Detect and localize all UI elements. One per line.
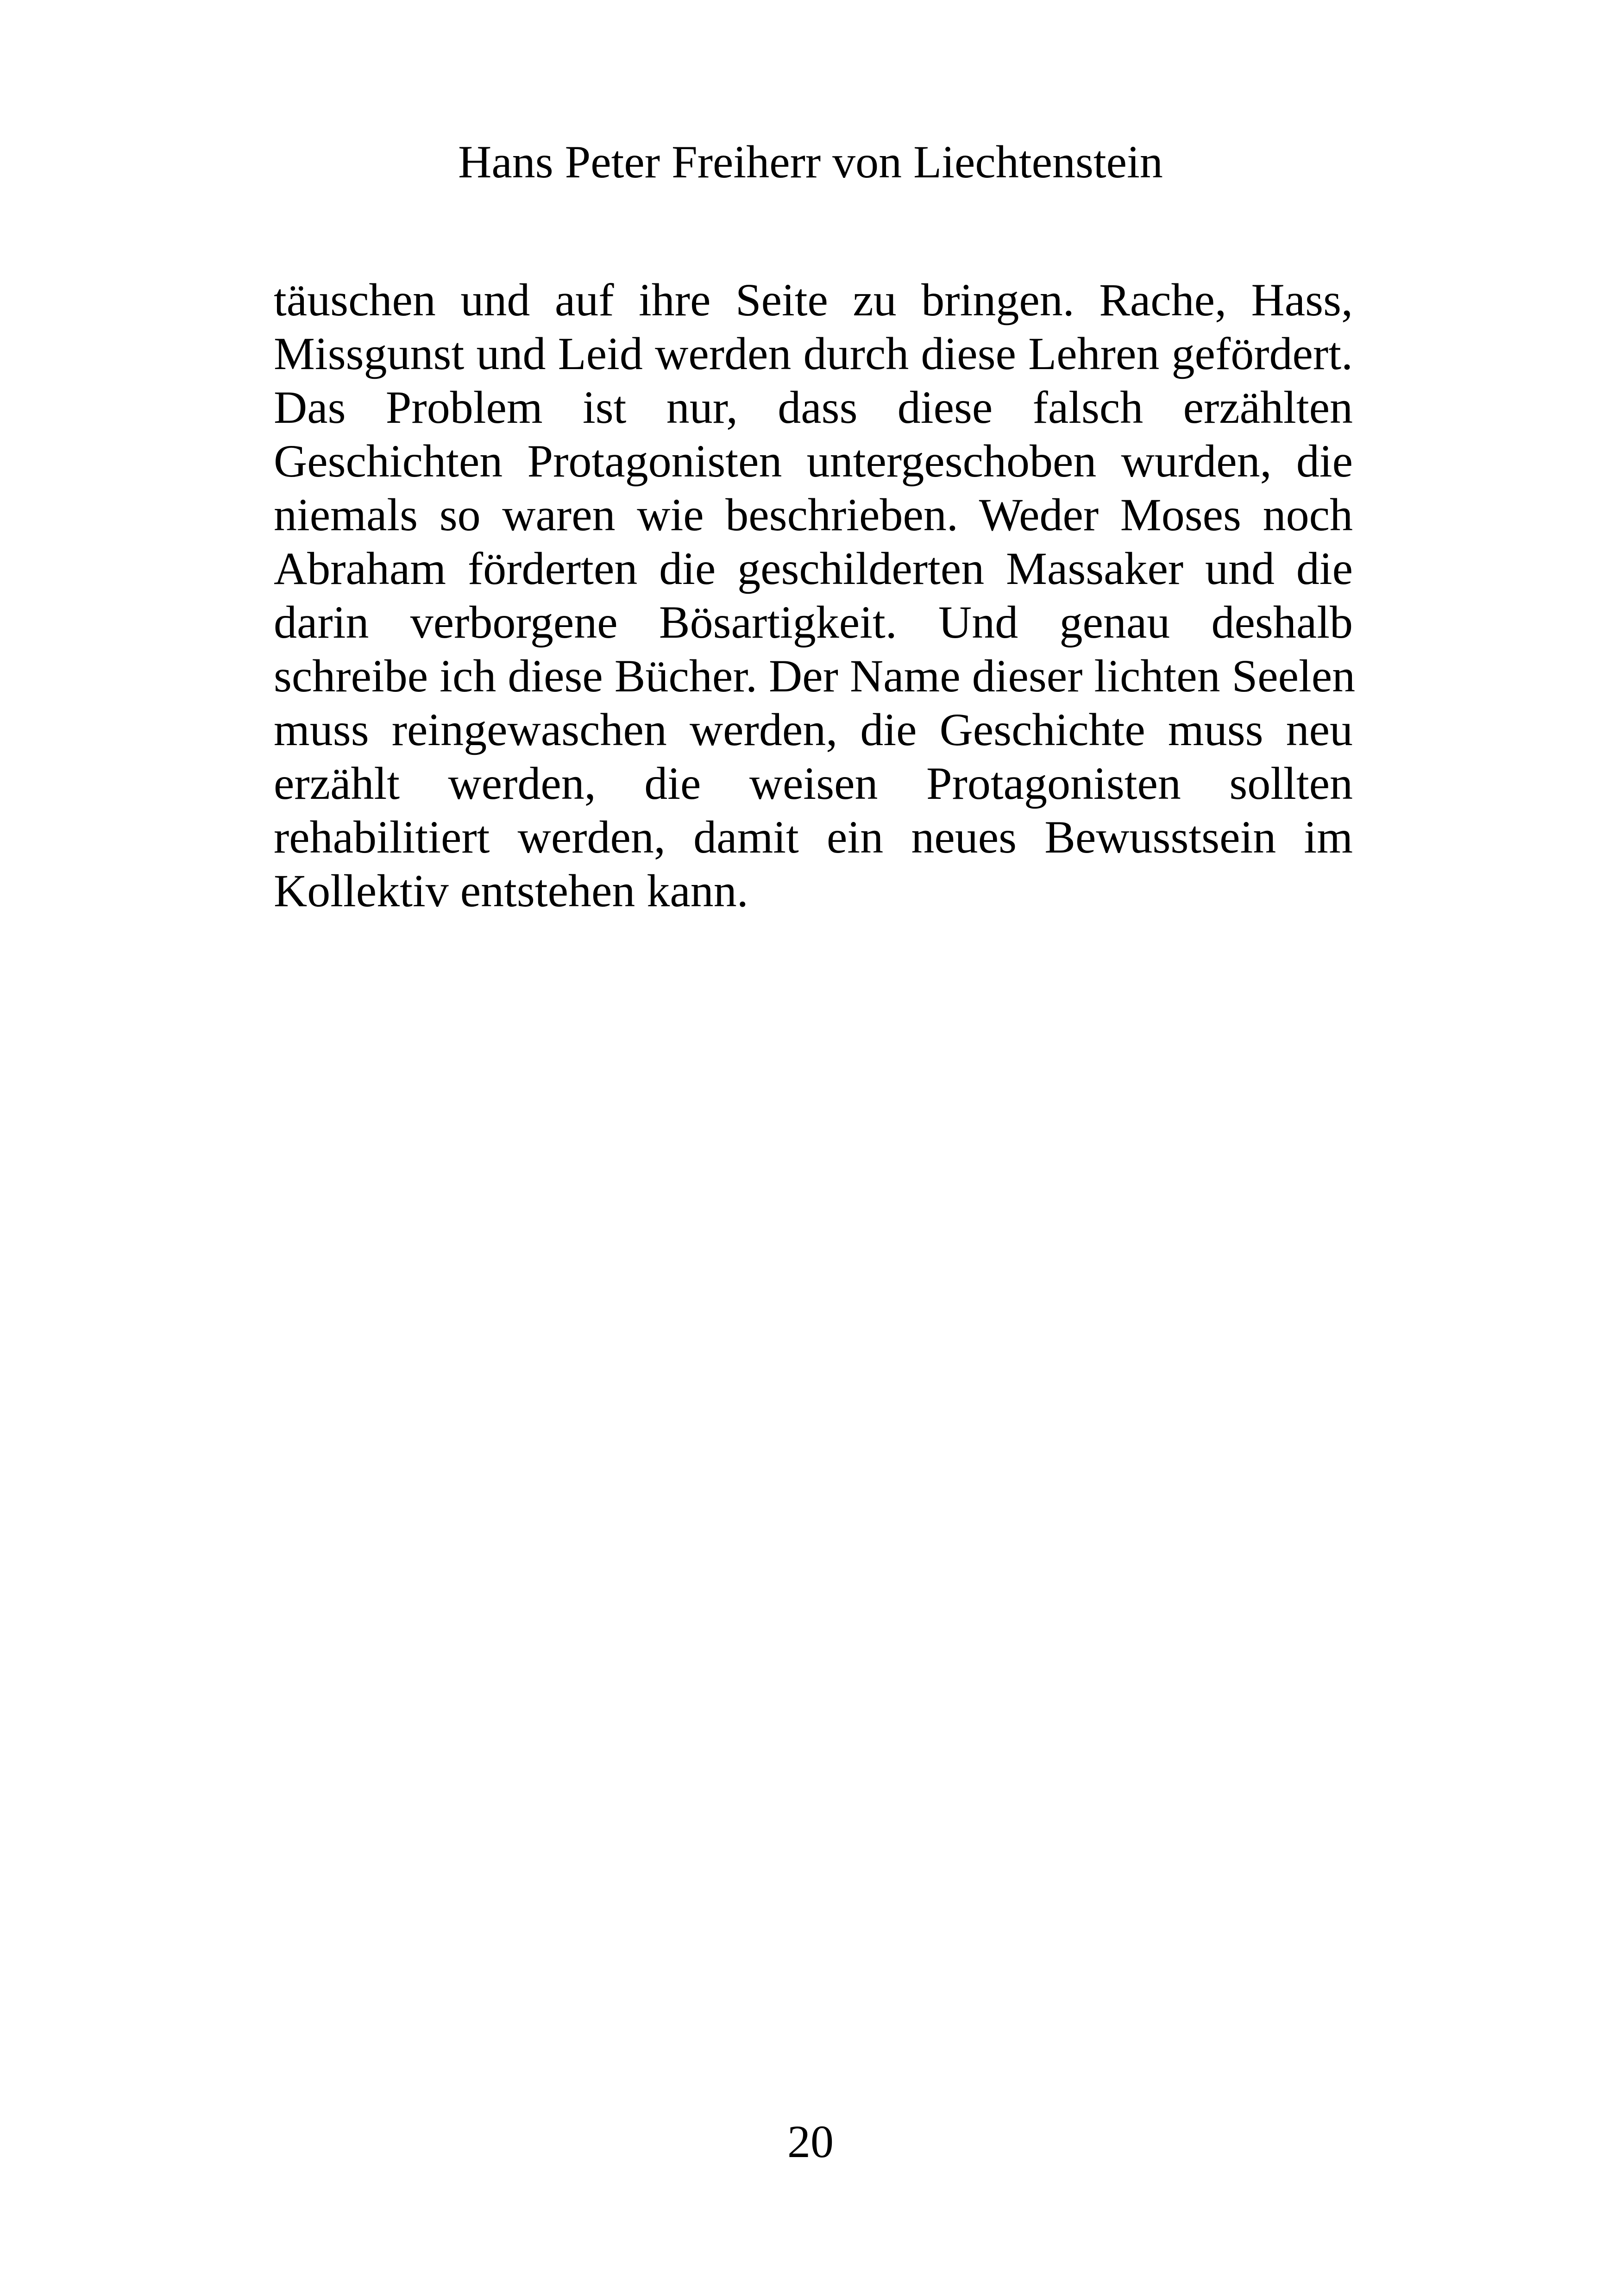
body-line: darin verborgene Bösartigkeit. Und genau deshalb [274,596,1353,648]
body-line: Das Problem ist nur, dass diese falsch erzählten [274,382,1353,433]
body-line: muss reingewaschen werden, die Geschichte muss neu [274,704,1353,755]
body-line: rehabilitiert werden, damit ein neues Bewusstsein im [274,811,1353,863]
body-line: niemals so waren wie beschrieben. Weder Moses noch [274,489,1353,540]
body-paragraph [274,273,1356,918]
body-line: Missgunst und Leid werden durch diese Lehren gefördert. [274,328,1353,379]
body-line: Geschichten Protagonisten untergeschoben wurden, die [274,435,1353,487]
body-line: Abraham förderten die geschilderten Massaker und die [274,543,1353,594]
body-line: erzählt werden, die weisen Protagonisten sollten [274,758,1353,809]
running-header: Hans Peter Freiherr von Liechtenstein [458,136,1163,188]
body-line: schreibe ich diese Bücher. Der Name dieser lichten Seelen [274,650,1356,702]
page-number: 20 [787,2116,834,2167]
body-line: Kollektiv entstehen kann. [274,865,748,916]
body-line: täuschen und auf ihre Seite zu bringen. Rache, Hass, [274,274,1353,326]
